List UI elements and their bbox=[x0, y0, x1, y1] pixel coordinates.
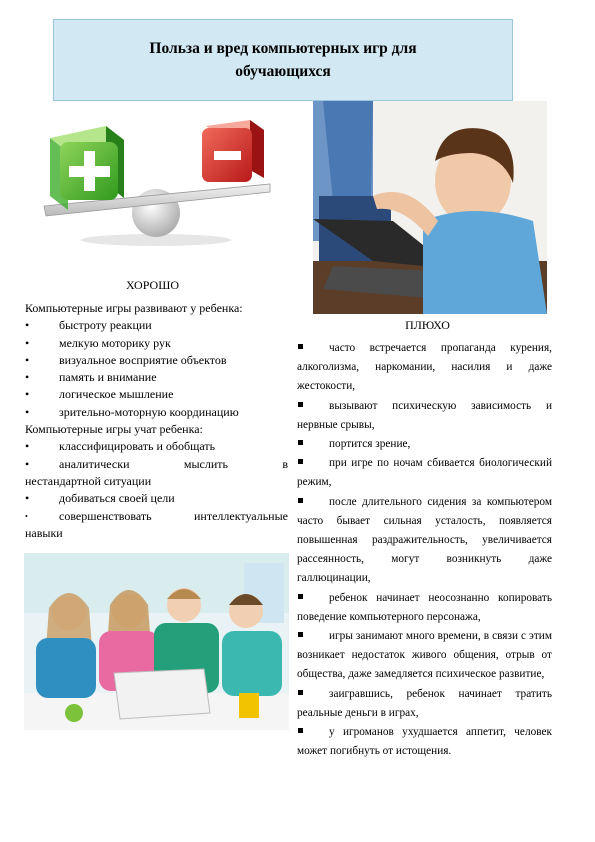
bullet-icon: • bbox=[25, 511, 28, 521]
square-bullet-icon bbox=[298, 498, 303, 503]
list-item: ребенок начинает неосознанно копировать поведение компьютерного персонажа, bbox=[297, 591, 552, 623]
list-item: вызывают психическую зависимость и нервные срывы, bbox=[297, 399, 552, 431]
list-item: после длительного сидения за компьютером часто бывает сильная усталость, появляется повышенная раздражительность, увеличивается рассеянность, могут возникнуть даже галлюцинации, bbox=[297, 495, 552, 585]
list-item: • добиваться своей цели bbox=[25, 490, 288, 507]
list-item: • память и внимание bbox=[25, 369, 288, 386]
page-title: Польза и вред компьютерных игр для обучающихся bbox=[149, 40, 417, 80]
list-item: • быстроту реакции bbox=[25, 317, 288, 334]
list-item: • логическое мышление bbox=[25, 386, 288, 403]
list-item-continuation: нестандартной ситуации bbox=[25, 473, 152, 488]
bullet-icon: • bbox=[25, 439, 30, 454]
square-bullet-icon bbox=[298, 632, 303, 637]
square-bullet-icon bbox=[298, 594, 303, 599]
boy-at-computer-photo bbox=[313, 101, 547, 314]
bullet-icon: • bbox=[25, 318, 30, 333]
square-bullet-icon bbox=[298, 690, 303, 695]
balance-scale-image bbox=[38, 118, 274, 248]
bullet-icon: • bbox=[25, 387, 30, 402]
develops-intro: Компьютерные игры развивают у ребенка: bbox=[25, 301, 243, 315]
list-item: заигравшись, ребенок начинает тратить реальные деньги в играх, bbox=[297, 687, 552, 719]
bullet-icon: • bbox=[25, 456, 30, 471]
list-item: при игре по ночам сбивается биологический режим, bbox=[297, 457, 552, 489]
list-item: • зрительно-моторную координацию bbox=[25, 404, 288, 421]
bad-section bbox=[297, 339, 552, 761]
list-item-continuation: навыки bbox=[25, 525, 63, 540]
teaches-intro: Компьютерные игры учат ребенка: bbox=[25, 422, 203, 437]
title-banner bbox=[53, 19, 513, 101]
square-bullet-icon bbox=[298, 459, 303, 464]
square-bullet-icon bbox=[298, 440, 303, 445]
minus-cube-icon bbox=[202, 120, 264, 182]
bullet-icon: • bbox=[25, 352, 30, 367]
good-heading: ХОРОШО bbox=[126, 278, 179, 292]
list-item: • классифицировать и обобщать bbox=[25, 438, 288, 455]
list-item: • мелкую моторику рук bbox=[25, 335, 288, 352]
bad-heading: ПЛЮХО bbox=[405, 318, 450, 332]
good-section bbox=[25, 300, 288, 542]
list-item: у игроманов ухудшается аппетит, человек может погибнуть от истощения. bbox=[297, 726, 552, 758]
square-bullet-icon bbox=[298, 402, 303, 407]
square-bullet-icon bbox=[298, 728, 303, 733]
list-item: • совершенствовать интеллектуальные bbox=[25, 508, 288, 525]
bullet-icon: • bbox=[25, 370, 30, 385]
list-item: портится зрение, bbox=[297, 435, 552, 454]
bullet-icon: • bbox=[25, 404, 30, 419]
plus-cube-icon bbox=[50, 126, 124, 210]
list-item: • визуальное восприятие объектов bbox=[25, 352, 288, 369]
list-item: часто встречается пропаганда курения, алкоголизма, наркомании, насилия и даже жестокости, bbox=[297, 342, 552, 393]
bullet-icon: • bbox=[25, 491, 30, 506]
square-bullet-icon bbox=[298, 344, 303, 349]
bullet-icon: • bbox=[25, 335, 30, 350]
list-item: игры занимают много времени, в связи с этим возникает недостаток живого общения, отрыв от общества, даже замедляется психическое развитие, bbox=[297, 630, 552, 681]
list-item: • аналитически мыслить в bbox=[25, 456, 288, 473]
children-with-laptop-photo bbox=[24, 553, 289, 730]
